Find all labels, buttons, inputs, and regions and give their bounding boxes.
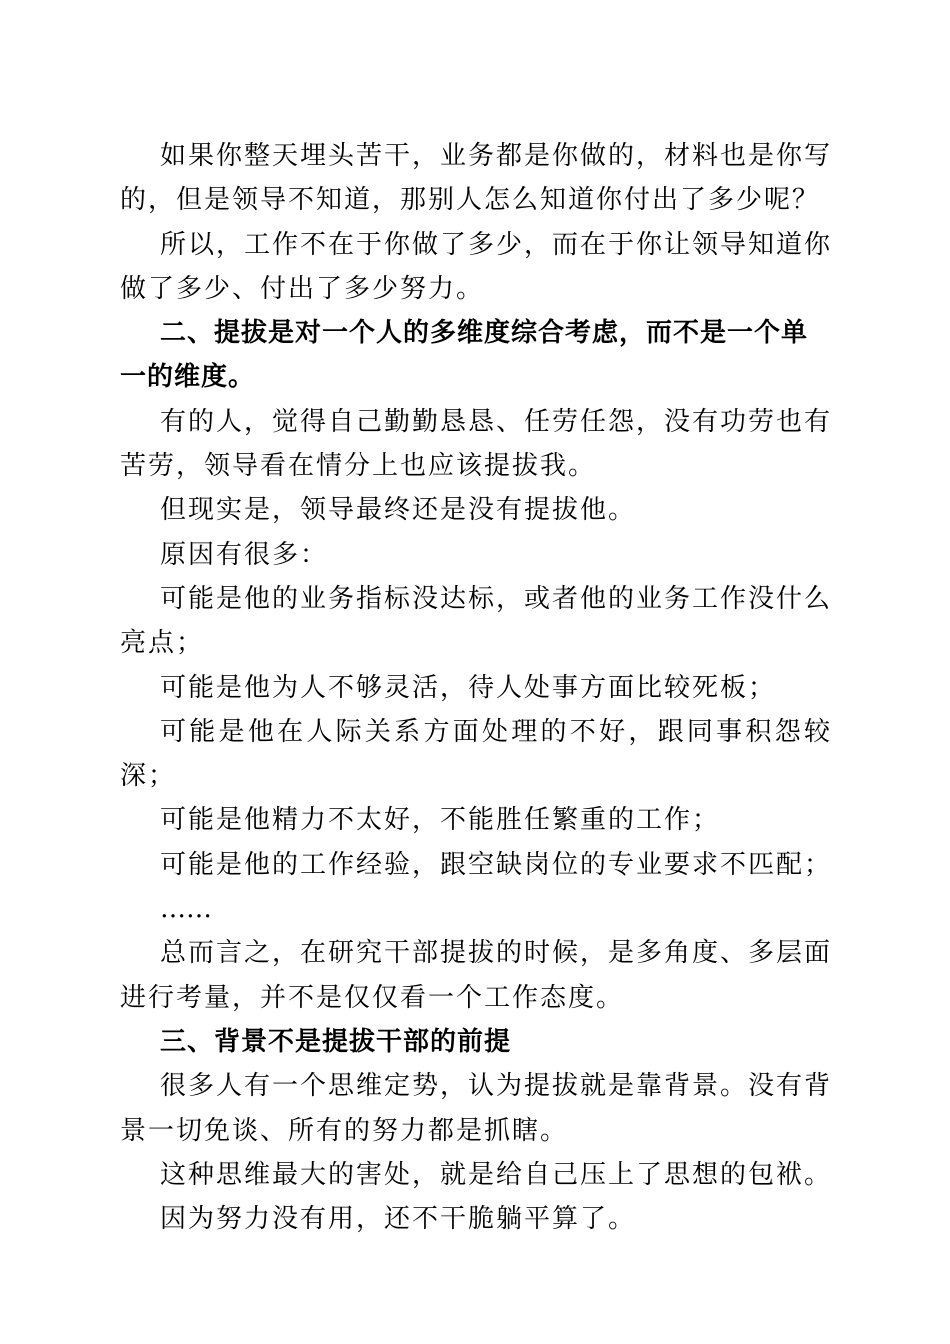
list-item: 可能是他的业务指标没达标，或者他的业务工作没什么亮点； [120, 583, 833, 659]
paragraph: 如果你整天埋头苦干，业务都是你做的，材料也是你写的，但是领导不知道，那别人怎么知道你付出了多少呢？ [120, 141, 833, 216]
paragraph: 原因有很多： [160, 539, 329, 570]
paragraph: 总而言之，在研究干部提拔的时候，是多角度、多层面进行考量，并不是仅仅看一个工作态度。 [120, 938, 833, 1013]
paragraph: 很多人有一个思维定势，认为提拔就是靠背景。没有背景一切免谈、所有的努力都是抓瞎。 [120, 1071, 833, 1146]
paragraph: 这种思维最大的害处，就是给自己压上了思想的包袱。 [160, 1159, 833, 1190]
ellipsis-line: …… [160, 894, 212, 925]
paragraph: 所以，工作不在于你做了多少，而在于你让领导知道你做了多少、付出了多少努力。 [120, 229, 833, 304]
document-page [120, 134, 832, 1241]
list-item: 可能是他精力不太好，不能胜任繁重的工作； [160, 805, 721, 836]
paragraph: 但现实是，领导最终还是没有提拔他。 [160, 495, 637, 526]
list-item: 可能是他在人际关系方面处理的不好，跟同事积怨较深； [120, 716, 832, 792]
section-heading: 三、背景不是提拔干部的前提 [160, 1026, 512, 1057]
list-item: 可能是他的工作经验，跟空缺岗位的专业要求不匹配； [160, 849, 833, 880]
paragraph: 因为努力没有用，还不干脆躺平算了。 [160, 1204, 637, 1235]
section-heading: 二、提拔是对一个人的多维度综合考虑，而不是一个单一的维度。 [120, 318, 809, 393]
paragraph: 有的人，觉得自己勤勤恳恳、任劳任怨，没有功劳也有苦劳，领导看在情分上也应该提拔我。 [120, 406, 833, 482]
list-item: 可能是他为人不够灵活，待人处事方面比较死板； [160, 672, 777, 703]
